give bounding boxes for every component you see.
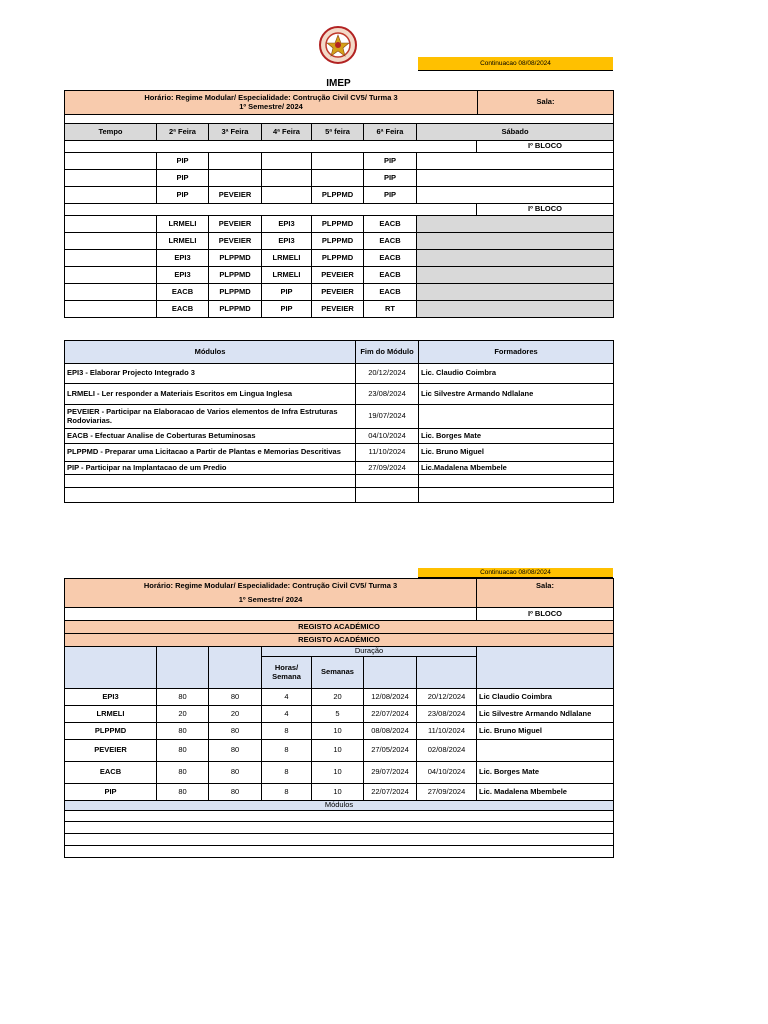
cell: Lic. Borges Mate xyxy=(477,762,614,784)
cell xyxy=(65,301,157,318)
module-name: PEVEIER - Participar na Elaboracao de Varios elementos de Infra Estruturas Rodoviarias. xyxy=(65,405,356,429)
cell: 29/07/2024 xyxy=(364,762,417,784)
table-row xyxy=(65,429,614,444)
cell xyxy=(65,284,157,301)
module-name: EPI3 - Elaborar Projecto Integrado 3 xyxy=(65,364,356,384)
semester-label: 1º Semestre/ 2024 xyxy=(239,101,303,111)
cell: 20 xyxy=(209,706,262,723)
module-end-date: 20/12/2024 xyxy=(356,364,419,384)
cell: EACB xyxy=(157,284,209,301)
modules-header-end: Fim do Módulo xyxy=(356,341,419,364)
schedule-header xyxy=(64,90,614,115)
cell: LRMELI xyxy=(262,250,312,267)
module-trainer: Lic. Borges Mate xyxy=(419,429,614,444)
bloco-spacer-2 xyxy=(65,608,477,621)
cell: 10 xyxy=(312,740,364,762)
cell: LRMELI xyxy=(157,233,209,250)
table-row xyxy=(65,488,614,503)
cell: PIP xyxy=(364,187,417,204)
module-name xyxy=(65,475,356,488)
cell: EPI3 xyxy=(262,216,312,233)
cell: EACB xyxy=(65,762,157,784)
room-label-2: Sala: xyxy=(477,579,614,608)
schedule-line: Horário: Regime Modular/ Especialidade: Contrução Civil CV5/ Turma 3 xyxy=(144,93,398,103)
module-name: EACB - Efectuar Analise de Coberturas Betuminosas xyxy=(65,429,356,444)
cell: Lic. Madalena Mbembele xyxy=(477,784,614,801)
cell: 22/07/2024 xyxy=(364,784,417,801)
schedule-title-cell xyxy=(65,91,478,115)
cell-sabado xyxy=(417,170,614,187)
table-row xyxy=(65,475,614,488)
module-name: PLPPMD - Preparar uma Licitacao a Partir de Plantas e Memorias Descritivas xyxy=(65,444,356,462)
cell: EACB xyxy=(364,267,417,284)
cell-sabado xyxy=(417,153,614,170)
bloco2-label: Iº BLOCO xyxy=(477,204,614,216)
table-row xyxy=(65,740,614,762)
table-row xyxy=(65,762,614,784)
cell xyxy=(312,170,364,187)
table-row xyxy=(65,706,614,723)
cell: PLPPMD xyxy=(65,723,157,740)
module-end-date: 23/08/2024 xyxy=(356,384,419,405)
cell: PLPPMD xyxy=(312,187,364,204)
cell: PLPPMD xyxy=(209,284,262,301)
hdr-blank-2 xyxy=(157,647,209,689)
cell: 4 xyxy=(262,706,312,723)
cell: EACB xyxy=(157,301,209,318)
cell: 80 xyxy=(209,740,262,762)
cell: 10 xyxy=(312,723,364,740)
table-row xyxy=(65,405,614,429)
cell: PLPPMD xyxy=(312,216,364,233)
cell: 27/05/2024 xyxy=(364,740,417,762)
cell: 10 xyxy=(312,784,364,801)
cell: 10 xyxy=(312,762,364,784)
table-row xyxy=(65,250,614,267)
bloco1-label: Iº BLOCO xyxy=(477,141,614,153)
table-row xyxy=(65,364,614,384)
cell: 22/07/2024 xyxy=(364,706,417,723)
registo-label-1: REGISTO ACADÉMICO xyxy=(65,621,614,634)
col-quinta: 5ª feira xyxy=(312,124,364,141)
cell: Lic Silvestre Armando Ndlalane xyxy=(477,706,614,723)
cell-sabado xyxy=(417,233,614,250)
registo-label-2: REGISTO ACADÉMICO xyxy=(65,634,614,647)
academic-record-table xyxy=(64,578,614,858)
module-name: PIP - Participar na Implantacao de um Predio xyxy=(65,462,356,475)
cell: PIP xyxy=(157,187,209,204)
cell xyxy=(262,187,312,204)
cell xyxy=(209,170,262,187)
col-sabado: Sábado xyxy=(417,124,614,141)
cell: EACB xyxy=(364,284,417,301)
cell: 4 xyxy=(262,689,312,706)
cell: Lic. Bruno Miguel xyxy=(477,723,614,740)
empty-row xyxy=(65,811,614,822)
duracao-label: Duração xyxy=(262,647,477,657)
modules-header-trainers: Formadores xyxy=(419,341,614,364)
table-row xyxy=(65,384,614,405)
cell-sabado xyxy=(417,284,614,301)
cell: 20/12/2024 xyxy=(417,689,477,706)
cell: 02/08/2024 xyxy=(417,740,477,762)
modulos-footer-label: Módulos xyxy=(65,801,614,811)
cell: PEVEIER xyxy=(209,216,262,233)
cell: PIP xyxy=(364,153,417,170)
table-row xyxy=(65,170,614,187)
cell: PLPPMD xyxy=(312,233,364,250)
hdr-blank-1 xyxy=(65,647,157,689)
empty-row xyxy=(65,822,614,834)
col-quarta: 4ª Feira xyxy=(262,124,312,141)
cell xyxy=(262,170,312,187)
cell xyxy=(65,216,157,233)
cell: EACB xyxy=(364,233,417,250)
cell: 20 xyxy=(157,706,209,723)
cell xyxy=(65,267,157,284)
cell: 23/08/2024 xyxy=(417,706,477,723)
cell: 80 xyxy=(209,689,262,706)
module-end-date: 11/10/2024 xyxy=(356,444,419,462)
cell: 80 xyxy=(209,784,262,801)
cell xyxy=(209,153,262,170)
cell: EPI3 xyxy=(157,267,209,284)
cell: PLPPMD xyxy=(312,250,364,267)
cell: 80 xyxy=(209,762,262,784)
cell: 8 xyxy=(262,762,312,784)
horas-semana-label: Horas/ Semana xyxy=(262,657,312,689)
cell-sabado xyxy=(417,250,614,267)
table-row xyxy=(65,301,614,318)
table-row xyxy=(65,462,614,475)
room-label: Sala: xyxy=(478,91,614,115)
module-trainer xyxy=(419,405,614,429)
module-end-date: 04/10/2024 xyxy=(356,429,419,444)
continuation-date-bar-2 xyxy=(418,568,613,578)
col-tempo: Tempo xyxy=(65,124,157,141)
cell: PIP xyxy=(262,284,312,301)
module-trainer: Lic. Bruno Miguel xyxy=(419,444,614,462)
cell: EPI3 xyxy=(65,689,157,706)
cell: 80 xyxy=(157,740,209,762)
cell: EACB xyxy=(364,216,417,233)
cell: RT xyxy=(364,301,417,318)
cell: LRMELI xyxy=(262,267,312,284)
institution-title: IMEP xyxy=(326,78,351,89)
cell: 80 xyxy=(209,723,262,740)
cell: PEVEIER xyxy=(209,233,262,250)
table-row xyxy=(65,284,614,301)
modules-table xyxy=(64,340,614,503)
cell: PLPPMD xyxy=(209,267,262,284)
cell xyxy=(312,153,364,170)
cell: 8 xyxy=(262,740,312,762)
cell: 80 xyxy=(157,784,209,801)
cell: PLPPMD xyxy=(209,250,262,267)
institution-logo xyxy=(312,24,364,66)
cell: 04/10/2024 xyxy=(417,762,477,784)
module-end-date xyxy=(356,488,419,503)
empty-row xyxy=(65,846,614,858)
hdr-blank-5 xyxy=(364,657,417,689)
cell xyxy=(65,153,157,170)
modules-header-name: Módulos xyxy=(65,341,356,364)
spacer-row xyxy=(65,115,614,124)
table-row xyxy=(65,689,614,706)
cell: EPI3 xyxy=(157,250,209,267)
cell: PEVEIER xyxy=(312,267,364,284)
cell: 8 xyxy=(262,784,312,801)
cell: 12/08/2024 xyxy=(364,689,417,706)
cell: 80 xyxy=(157,762,209,784)
cell: PIP xyxy=(262,301,312,318)
module-trainer: Lic Silvestre Armando Ndlalane xyxy=(419,384,614,405)
cell xyxy=(65,233,157,250)
cell: 27/09/2024 xyxy=(417,784,477,801)
module-trainer xyxy=(419,488,614,503)
schedule-line-2: Horário: Regime Modular/ Especialidade: Contrução Civil CV5/ Turma 3 xyxy=(65,579,477,595)
cell: 20 xyxy=(312,689,364,706)
module-trainer: Lic. Claudio Coimbra xyxy=(419,364,614,384)
bloco-label-2: Iº BLOCO xyxy=(477,608,614,621)
cell-sabado xyxy=(417,301,614,318)
cell: PIP xyxy=(65,784,157,801)
cell: EACB xyxy=(364,250,417,267)
cell: 11/10/2024 xyxy=(417,723,477,740)
table-row xyxy=(65,267,614,284)
module-trainer xyxy=(419,475,614,488)
col-segunda: 2ª Feira xyxy=(157,124,209,141)
cell: PEVEIER xyxy=(209,187,262,204)
cell xyxy=(477,740,614,762)
cell: PEVEIER xyxy=(312,301,364,318)
module-name xyxy=(65,488,356,503)
bloco1-spacer xyxy=(65,141,477,153)
bloco2-spacer xyxy=(65,204,477,216)
col-terca: 3ª Feira xyxy=(209,124,262,141)
module-end-date: 19/07/2024 xyxy=(356,405,419,429)
empty-row xyxy=(65,834,614,846)
hdr-blank-4 xyxy=(477,647,614,689)
table-row xyxy=(65,153,614,170)
table-row xyxy=(65,784,614,801)
cell: PEVEIER xyxy=(312,284,364,301)
cell-sabado xyxy=(417,216,614,233)
cell: 8 xyxy=(262,723,312,740)
semanas-label: Semanas xyxy=(312,657,364,689)
cell: 08/08/2024 xyxy=(364,723,417,740)
cell: 80 xyxy=(157,689,209,706)
cell-sabado xyxy=(417,187,614,204)
col-sexta: 6ª Feira xyxy=(364,124,417,141)
cell: EPI3 xyxy=(262,233,312,250)
cell-sabado xyxy=(417,267,614,284)
module-end-date: 27/09/2024 xyxy=(356,462,419,475)
cell: 5 xyxy=(312,706,364,723)
cell: 80 xyxy=(157,723,209,740)
cell: PLPPMD xyxy=(209,301,262,318)
timetable xyxy=(64,114,614,318)
continuation-date-bar xyxy=(418,57,613,71)
cell xyxy=(262,153,312,170)
hdr-blank-6 xyxy=(417,657,477,689)
cell: LRMELI xyxy=(65,706,157,723)
module-name: LRMELI - Ler responder a Materiais Escritos em Lingua Inglesa xyxy=(65,384,356,405)
table-row xyxy=(65,233,614,250)
cell: PIP xyxy=(157,153,209,170)
continuation-date: Continuacao 08/08/2024 xyxy=(480,60,551,67)
module-trainer: Lic.Madalena Mbembele xyxy=(419,462,614,475)
cell: Lic Claudio Coimbra xyxy=(477,689,614,706)
cell: PIP xyxy=(364,170,417,187)
module-end-date xyxy=(356,475,419,488)
table-row xyxy=(65,187,614,204)
table-row xyxy=(65,723,614,740)
cell: PEVEIER xyxy=(65,740,157,762)
cell: LRMELI xyxy=(157,216,209,233)
semester-label-2: 1º Semestre/ 2024 xyxy=(65,595,477,608)
cell xyxy=(65,170,157,187)
hdr-blank-3 xyxy=(209,647,262,689)
table-row xyxy=(65,444,614,462)
cell: PIP xyxy=(157,170,209,187)
cell xyxy=(65,250,157,267)
cell xyxy=(65,187,157,204)
continuation-date-2: Continuacao 08/08/2024 xyxy=(480,569,551,576)
table-row xyxy=(65,216,614,233)
